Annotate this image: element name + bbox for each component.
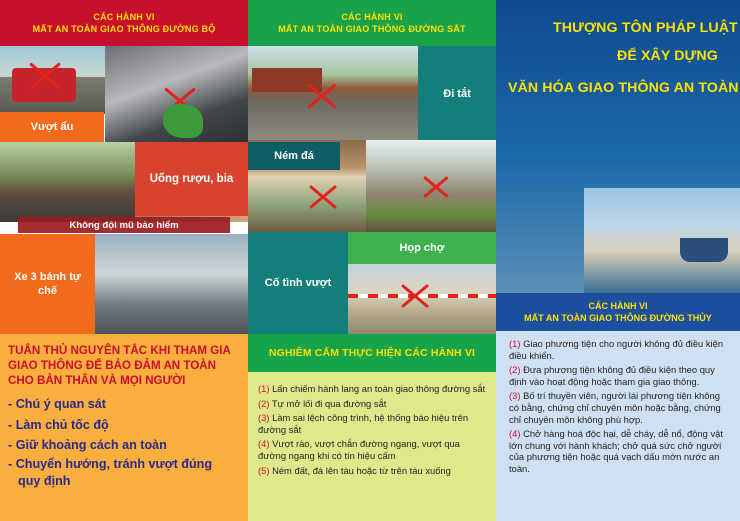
- tag-hop-cho: Họp chợ: [348, 232, 496, 264]
- tag-vuot-au: Vượt ẩu: [0, 112, 104, 142]
- bus-photo: [0, 46, 105, 114]
- rail-header-line2: MẤT AN TOÀN GIAO THÔNG ĐƯỜNG SẮT: [278, 24, 466, 34]
- obey-item: - Làm chủ tốc độ: [8, 417, 109, 432]
- prohibit-item: (2) Tự mở lối đi qua đường sắt: [258, 397, 387, 409]
- obey-item: quy định: [18, 473, 71, 488]
- obey-item: - Chuyển hướng, tránh vượt đúng: [8, 456, 213, 471]
- road-header: [0, 0, 248, 46]
- title-block: [496, 0, 740, 130]
- obey-list: [8, 394, 240, 490]
- water-item: (4) Chở hàng hoá độc hại, dễ cháy, dễ nổ, động vật lớn chung với hành khách; chở quá sức chở người của phương tiện hoặc quá vạch dấu mớn nước an toàn.: [509, 428, 723, 474]
- family-motorbike-photo: [0, 142, 135, 222]
- tag-uong-ruou: Uống rượu, bia: [135, 142, 248, 216]
- obey-item: - Chú ý quan sát: [8, 397, 106, 411]
- water-header-line1: CÁC HÀNH VI: [588, 301, 648, 311]
- water-header: [496, 293, 740, 331]
- bottle-pile-shape: [163, 104, 203, 138]
- obey-item: - Giữ khoảng cách an toàn: [8, 438, 167, 452]
- tag-khong-doi-mu: Không đội mũ bảo hiểm: [18, 217, 230, 233]
- water-header-line2: MẤT AN TOÀN GIAO THÔNG ĐƯỜNG THỦY: [524, 313, 712, 323]
- prohibit-column: [248, 0, 496, 521]
- obey-panel: [0, 334, 248, 521]
- title-line1: THƯỢNG TÔN PHÁP LUẬT: [553, 20, 738, 36]
- forbidden-x-icon: [30, 66, 60, 86]
- tag-xe-3-banh: Xe 3 bánh tự chế: [0, 234, 95, 334]
- tag-di-tat: Đi tắt: [418, 46, 496, 142]
- crash-photo: [105, 46, 248, 142]
- prohibit-heading: NGHIÊM CẤM THỰC HIỆN CÁC HÀNH VI: [248, 334, 496, 372]
- prohibit-item: (1) Lấn chiếm hành lang an toàn giao thông đường sắt: [258, 383, 486, 394]
- tricycle-photo: [95, 234, 248, 334]
- title-line3: VĂN HÓA GIAO THÔNG AN TOÀN: [508, 80, 739, 96]
- prohibit-item: (4) Vượt rào, vượt chắn đường ngang, vượt qua đường ngang khi có tín hiệu cấm: [258, 438, 460, 461]
- tag-nem-da: Ném đá: [248, 142, 340, 170]
- water-list: [496, 331, 740, 521]
- rail-header-line1: CÁC HÀNH VI: [341, 12, 403, 22]
- obey-heading: TUÂN THỦ NGUYÊN TẮC KHI THAM GIA GIAO THÔNG ĐỂ BẢO ĐẢM AN TOÀN CHO BẢN THÂN VÀ MỌI NGƯỜI: [8, 344, 231, 387]
- water-column: [496, 0, 740, 521]
- prohibit-item: (3) Làm sai lệch công trình, hệ thống báo hiệu trên đường sắt: [258, 412, 469, 435]
- water-item: (1) Giao phương tiện cho người không đủ điều kiện điều khiển.: [509, 338, 724, 361]
- prohibit-item: (5) Ném đất, đá lên tàu hoặc từ trên tàu xuống: [258, 464, 451, 476]
- tag-co-tinh-vuot: Cố tình vượt: [248, 232, 348, 334]
- dock-photo: [584, 188, 740, 293]
- road-header-line2: MẤT AN TOÀN GIAO THÔNG ĐƯỜNG BỘ: [32, 24, 216, 34]
- prohibit-list: [248, 372, 496, 521]
- water-item: (2) Đưa phương tiện không đủ điều kiện theo quy định vào hoạt động hoặc tham gia giao thông.: [509, 364, 715, 387]
- water-item: (3) Bố trí thuyền viên, người lái phương tiện không có bằng, chứng chỉ chuyên môn hoặc bằng, chứng chỉ chuyên môn không phù hợp.: [509, 390, 721, 425]
- road-header-line1: CÁC HÀNH VI: [93, 12, 155, 22]
- boat-shape: [680, 238, 728, 262]
- title-line2: ĐỂ XÂY DỰNG: [617, 48, 718, 64]
